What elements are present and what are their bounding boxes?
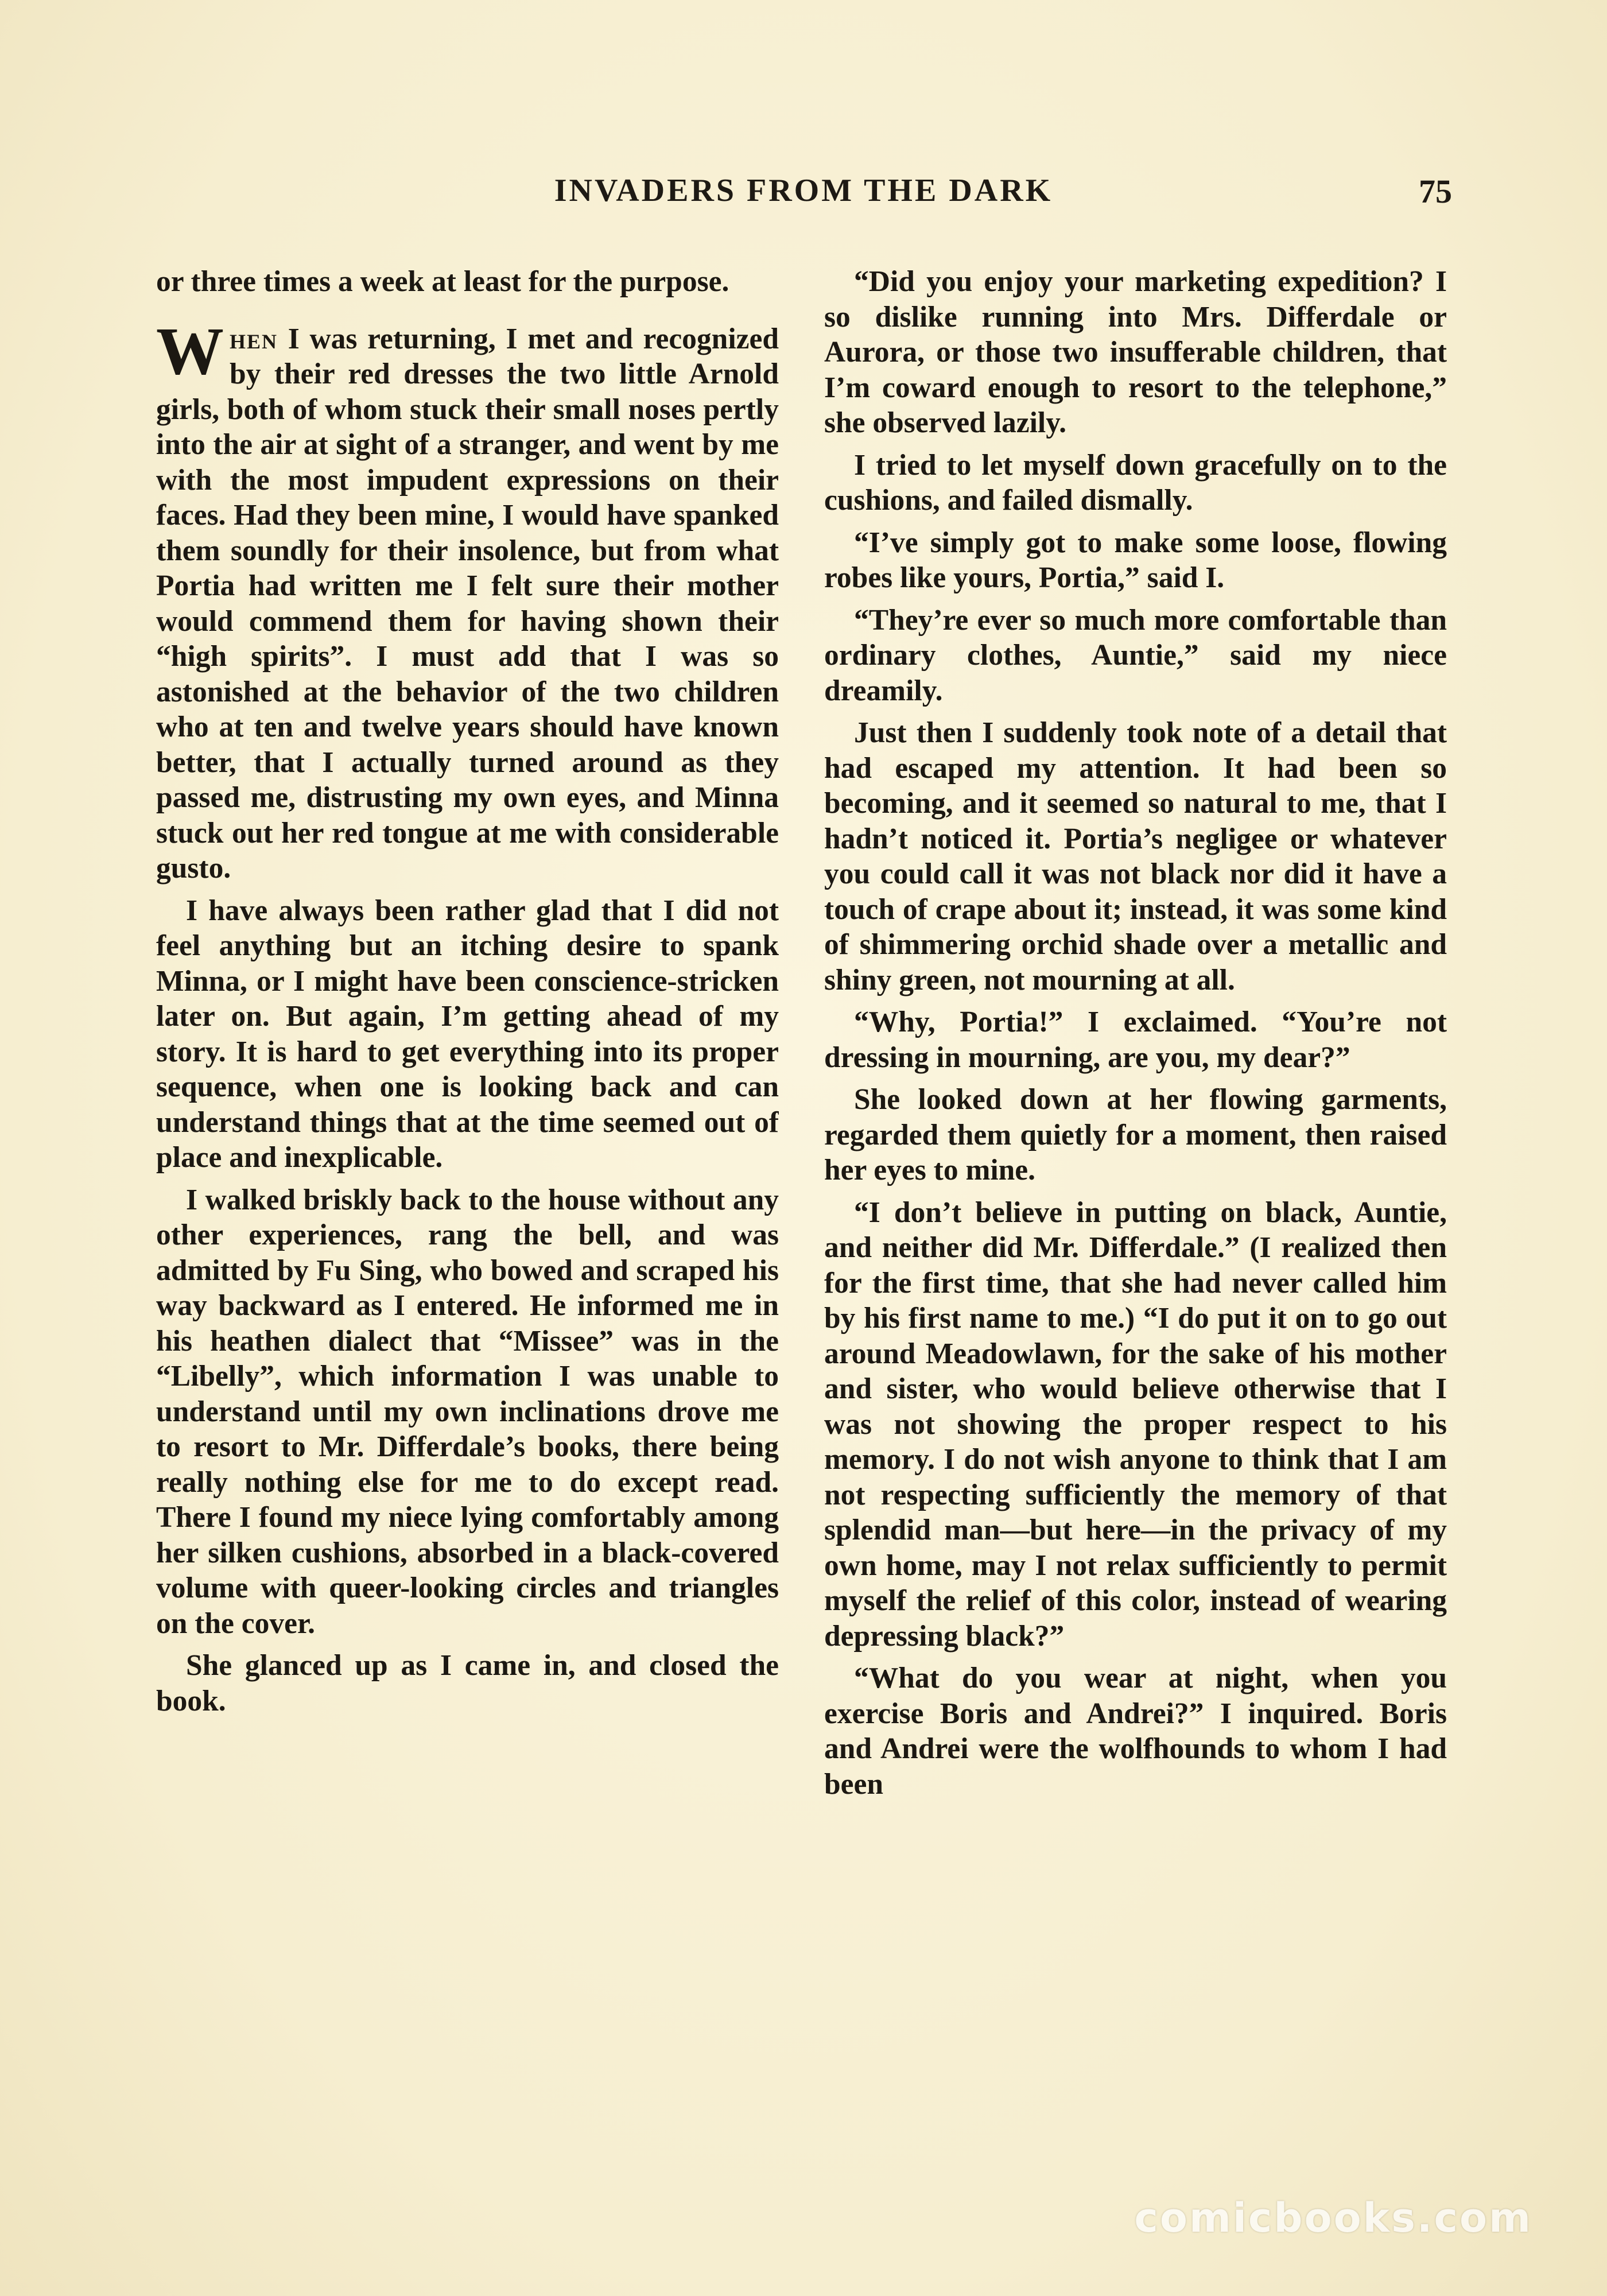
site-watermark: comicbooks.com <box>1134 2194 1532 2241</box>
paragraph: “What do you wear at night, when you exercise Boris and Andrei?” I inquired. Boris and Andrei were the wolfhounds to whom I had been <box>824 1662 1447 1801</box>
running-header <box>155 172 1452 224</box>
page-number: 75 <box>1419 173 1452 210</box>
paragraph: “I’ve simply got to make some loose, flowing robes like yours, Portia,” said I. <box>824 526 1447 594</box>
paragraph: “They’re ever so much more comfortable than ordinary clothes, Auntie,” said my niece dreamily. <box>824 603 1447 707</box>
running-title: INVADERS FROM THE DARK <box>554 173 1053 208</box>
paragraph: or three times a week at least for the purpose. <box>156 265 729 298</box>
paragraph: I walked briskly back to the house without any other experiences, rang the bell, and was admitted by Fu Sing, who bowed and scraped his way backward as I entered. He informed me in his heathen dialect that “Missee” was in the “Libelly”, which information I was unable to understand until my own inclinations drove me to resort to Mr. Differdale’s books, there being really nothing else for me to do except read. There I found my niece lying comfortably among her silken cushions, absorbed in a black-covered volume with queer-looking circles and triangles on the cover. <box>156 1183 779 1640</box>
paragraph: Just then I suddenly took note of a detail that had escaped my attention. It had been so becoming, and it seemed so natural to me, that I hadn’t noticed it. Portia’s negligee or whatever you could call it was not black nor did it have a touch of crape about it; instead, it was some kind of shimmering orchid shade over a metallic and shiny green, not mourning at all. <box>824 716 1447 996</box>
left-column <box>156 264 779 2130</box>
small-caps-lead: hen <box>230 322 278 355</box>
paragraph: “Why, Portia!” I exclaimed. “You’re not dressing in mourning, are you, my dear?” <box>824 1006 1447 1074</box>
paragraph: She looked down at her flowing garments, regarded them quietly for a moment, then raised her eyes to mine. <box>824 1083 1447 1186</box>
right-column <box>824 264 1447 2130</box>
paragraph: I tried to let myself down gracefully on to the cushions, and failed dismally. <box>824 448 1447 517</box>
paragraph-text: I was returning, I met and recognized by their red dresses the two little Arnold girls, both of whom stuck their small noses pertly into the air at sight of a stranger, and went by me with the most impudent expressions on their faces. Had they been mine, I would have spanked them soundly for their insolence, but from what Portia had written me I felt sure their mother would commend them for having shown their “high spirits”. I must add that I was so astonished at the behavior of the two children who at ten and twelve years should have known better, that I actually turned around as they passed me, distrusting my own eyes, and Minna stuck out her red tongue at me with considerable gusto. <box>156 322 779 885</box>
paragraph: I have always been rather glad that I did not feel anything but an itching desire to spank Minna, or I might have been conscience-stricken later on. But again, I’m getting ahead of my story. It is hard to get everything into its proper sequence, when one is looking back and can understand things that at the time seemed out of place and inexplicable. <box>156 894 779 1174</box>
paragraph: “I don’t believe in putting on black, Auntie, and neither did Mr. Differdale.” (I realized then for the first time, that she had never called him by his first name to me.) “I do put it on to go out around Meadowlawn, for the sake of his mother and sister, who would believe otherwise that I was not showing the proper respect to his memory. I do not wish anyone to think that I am not respecting sufficiently the memory of that splendid man—but here—in the privacy of my own home, may I not relax sufficiently to permit myself the relief of this color, instead of wearing depressing black?” <box>824 1196 1447 1653</box>
drop-cap: W <box>156 313 224 389</box>
paragraph: She glanced up as I came in, and closed the book. <box>156 1649 779 1717</box>
paragraph-dropcap <box>156 313 779 886</box>
paragraph: “Did you enjoy your marketing expedition? I so dislike running into Mrs. Differdale or Aurora, or those two insufferable children, that I’m coward enough to resort to the telephone,” she observed lazily. <box>824 265 1447 439</box>
